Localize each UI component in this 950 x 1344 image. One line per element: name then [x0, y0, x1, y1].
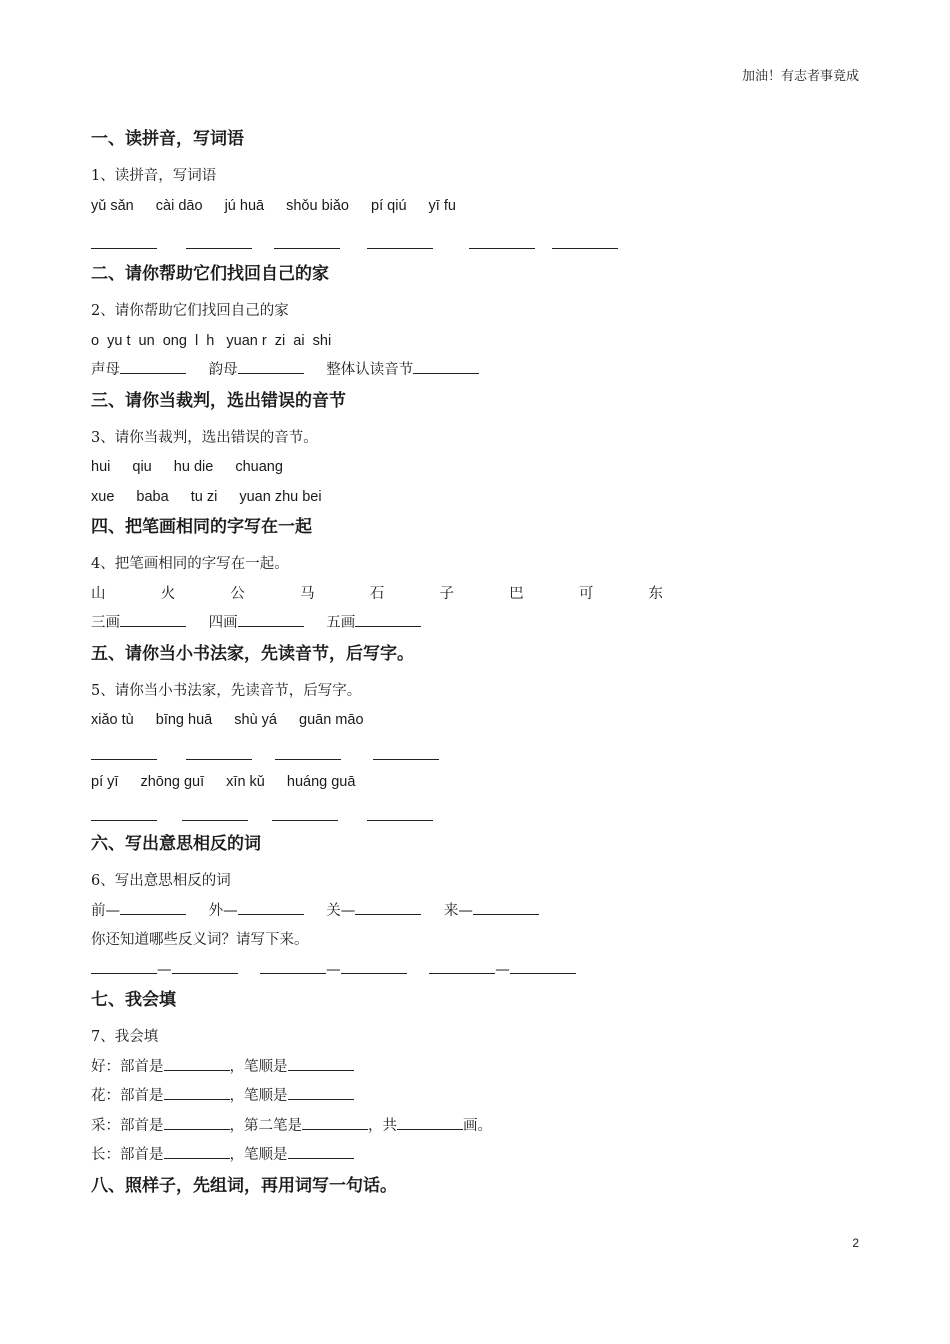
answer-blank[interactable] — [164, 1157, 230, 1159]
section-6-question: 6、写出意思相反的词 — [91, 873, 231, 889]
dash: — — [326, 961, 341, 978]
answer-blank[interactable] — [367, 819, 433, 821]
section-5-pinyin-row-2 — [91, 768, 871, 798]
antonym-prompt: 外— — [208, 902, 238, 919]
char-item: 山 — [91, 585, 106, 602]
char-item: 石 — [369, 585, 385, 602]
section-6-extra: 你还知道哪些反义词？请写下来。 — [91, 932, 309, 948]
fill-prompt: 长：部首是 — [91, 1147, 164, 1163]
pinyin-item: shǒu biǎo — [286, 197, 349, 214]
answer-blank[interactable] — [91, 972, 157, 974]
pinyin-item: shù yá — [234, 712, 277, 728]
section-7-line-hua — [91, 1082, 871, 1112]
answer-blank[interactable] — [186, 758, 252, 760]
syllable-item[interactable]: hui — [91, 459, 111, 475]
answer-blank[interactable] — [469, 247, 535, 249]
answer-blank[interactable] — [473, 913, 539, 915]
section-7-line-cai — [91, 1112, 871, 1142]
answer-blank[interactable] — [355, 625, 421, 627]
answer-blank[interactable] — [341, 972, 407, 974]
section-8-title: 八、照样子，先组词，再用词写一句话。 — [91, 1175, 397, 1196]
syllable-item[interactable]: hu die — [173, 459, 214, 475]
pinyin-item: zhōng guī — [140, 773, 205, 790]
char-item: 可 — [578, 585, 594, 602]
label-four-strokes: 四画 — [208, 615, 238, 631]
section-1-question: 1、读拼音，写词语 — [91, 168, 217, 184]
answer-blank[interactable] — [260, 972, 326, 974]
antonym-prompt: 来— — [443, 902, 473, 919]
answer-blank[interactable] — [552, 247, 618, 249]
section-1-blanks-row — [91, 221, 871, 259]
section-5-question: 5、请你当小书法家，先读音节，后写字。 — [91, 682, 362, 699]
answer-blank[interactable] — [510, 972, 576, 974]
section-6-free-pairs-row — [91, 956, 871, 986]
answer-blank[interactable] — [238, 913, 304, 915]
section-4-chars-row — [91, 580, 663, 610]
label-yunmu: 韵母 — [208, 362, 238, 378]
section-6-pairs-row — [91, 897, 871, 927]
section-1-pinyin-row — [91, 192, 871, 222]
syllable-item[interactable]: chuang — [235, 459, 283, 475]
section-4-title: 四、把笔画相同的字写在一起 — [91, 517, 312, 537]
answer-blank[interactable] — [91, 819, 157, 821]
dash: — — [495, 961, 510, 978]
section-3-question: 3、请你当裁判，选出错误的音节。 — [91, 429, 318, 446]
answer-blank[interactable] — [186, 247, 252, 249]
answer-blank[interactable] — [182, 819, 248, 821]
answer-blank[interactable] — [429, 972, 495, 974]
label-three-strokes: 三画 — [91, 615, 120, 631]
section-7-title: 七、我会填 — [91, 990, 176, 1010]
char-item: 火 — [160, 585, 176, 602]
syllable-item[interactable]: yuan zhu bei — [239, 488, 322, 505]
fill-prompt: ，共 — [368, 1117, 397, 1134]
answer-blank[interactable] — [302, 1128, 368, 1130]
label-zhengti: 整体认读音节 — [326, 362, 414, 378]
fill-prompt: 画。 — [463, 1117, 492, 1134]
section-7-line-chang — [91, 1141, 871, 1171]
pinyin-item: pí qiú — [371, 197, 407, 214]
answer-blank[interactable] — [272, 819, 338, 821]
section-4-answer-row — [91, 609, 871, 639]
answer-blank[interactable] — [91, 758, 157, 760]
section-6-title: 六、写出意思相反的词 — [91, 834, 261, 854]
fill-prompt: ，笔顺是 — [229, 1088, 288, 1104]
section-2-question: 2、请你帮助它们找回自己的家 — [91, 303, 289, 319]
answer-blank[interactable] — [288, 1098, 354, 1100]
header-motto: 加油！有志者事竟成 — [741, 69, 859, 84]
fill-prompt: ，笔顺是 — [229, 1058, 288, 1075]
antonym-prompt: 前— — [91, 902, 120, 919]
label-shengmu: 声母 — [91, 362, 120, 378]
answer-blank[interactable] — [367, 247, 433, 249]
section-4-question: 4、把笔画相同的字写在一起。 — [91, 556, 289, 572]
page-number: 2 — [852, 1236, 859, 1250]
answer-blank[interactable] — [355, 913, 421, 915]
section-3-title: 三、请你当裁判，选出错误的音节 — [91, 390, 346, 411]
fill-prompt: ，笔顺是 — [229, 1147, 288, 1163]
answer-blank[interactable] — [238, 372, 304, 374]
syllable-item[interactable]: xue — [91, 488, 115, 505]
answer-blank[interactable] — [275, 758, 341, 760]
worksheet-content — [91, 124, 871, 1201]
fill-prompt: 好：部首是 — [91, 1058, 164, 1075]
answer-blank[interactable] — [397, 1128, 463, 1130]
pinyin-item: xiǎo tù — [91, 712, 134, 728]
pinyin-item: xīn kǔ — [226, 773, 265, 790]
section-1-title: 一、读拼音，写词语 — [91, 129, 244, 149]
answer-blank[interactable] — [164, 1098, 230, 1100]
section-2-items: o yu t un ong l h yuan r zi ai shi — [91, 332, 332, 349]
syllable-item[interactable]: tu zi — [190, 488, 218, 505]
answer-blank[interactable] — [238, 625, 304, 627]
answer-blank[interactable] — [120, 372, 186, 374]
answer-blank[interactable] — [288, 1069, 354, 1071]
section-3-row-1 — [91, 453, 871, 483]
pinyin-item: guān māo — [299, 712, 364, 728]
section-5-blanks-row-2 — [91, 797, 871, 829]
char-item: 巴 — [509, 585, 524, 602]
answer-blank[interactable] — [172, 972, 238, 974]
section-5-pinyin-row-1 — [91, 706, 871, 736]
pinyin-item: huáng guā — [286, 773, 356, 790]
section-7-line-hao — [91, 1053, 871, 1083]
answer-blank[interactable] — [274, 247, 340, 249]
section-7-question: 7、我会填 — [91, 1029, 159, 1045]
pinyin-item: bīng huā — [155, 712, 213, 728]
section-2-answer-row — [91, 356, 871, 386]
answer-blank[interactable] — [373, 758, 439, 760]
fill-prompt: 采：部首是 — [91, 1117, 164, 1134]
pinyin-item: pí yī — [91, 773, 119, 790]
dash: — — [157, 961, 172, 978]
pinyin-item: jú huā — [224, 197, 265, 214]
answer-blank[interactable] — [164, 1128, 230, 1130]
syllable-item[interactable]: qiu — [132, 459, 152, 475]
char-item: 东 — [648, 585, 663, 602]
fill-prompt: 花：部首是 — [91, 1088, 164, 1104]
fill-prompt: ，第二笔是 — [229, 1117, 302, 1134]
pinyin-item: yǔ sǎn — [91, 197, 134, 214]
pinyin-item: yī fu — [428, 197, 456, 214]
section-3-row-2 — [91, 483, 871, 513]
pinyin-item: cài dāo — [155, 197, 203, 214]
section-2-title: 二、请你帮助它们找回自己的家 — [91, 264, 329, 284]
section-5-title: 五、请你当小书法家，先读音节，后写字。 — [91, 643, 414, 664]
answer-blank[interactable] — [120, 625, 186, 627]
antonym-prompt: 关— — [326, 902, 356, 919]
char-item: 马 — [300, 585, 315, 602]
answer-blank[interactable] — [288, 1157, 354, 1159]
label-five-strokes: 五画 — [326, 615, 356, 631]
answer-blank[interactable] — [91, 247, 157, 249]
char-item: 公 — [230, 585, 245, 602]
answer-blank[interactable] — [164, 1069, 230, 1071]
answer-blank[interactable] — [413, 372, 479, 374]
syllable-item[interactable]: baba — [136, 488, 169, 505]
answer-blank[interactable] — [120, 913, 186, 915]
section-5-blanks-row-1 — [91, 736, 871, 768]
char-item: 子 — [439, 585, 454, 602]
